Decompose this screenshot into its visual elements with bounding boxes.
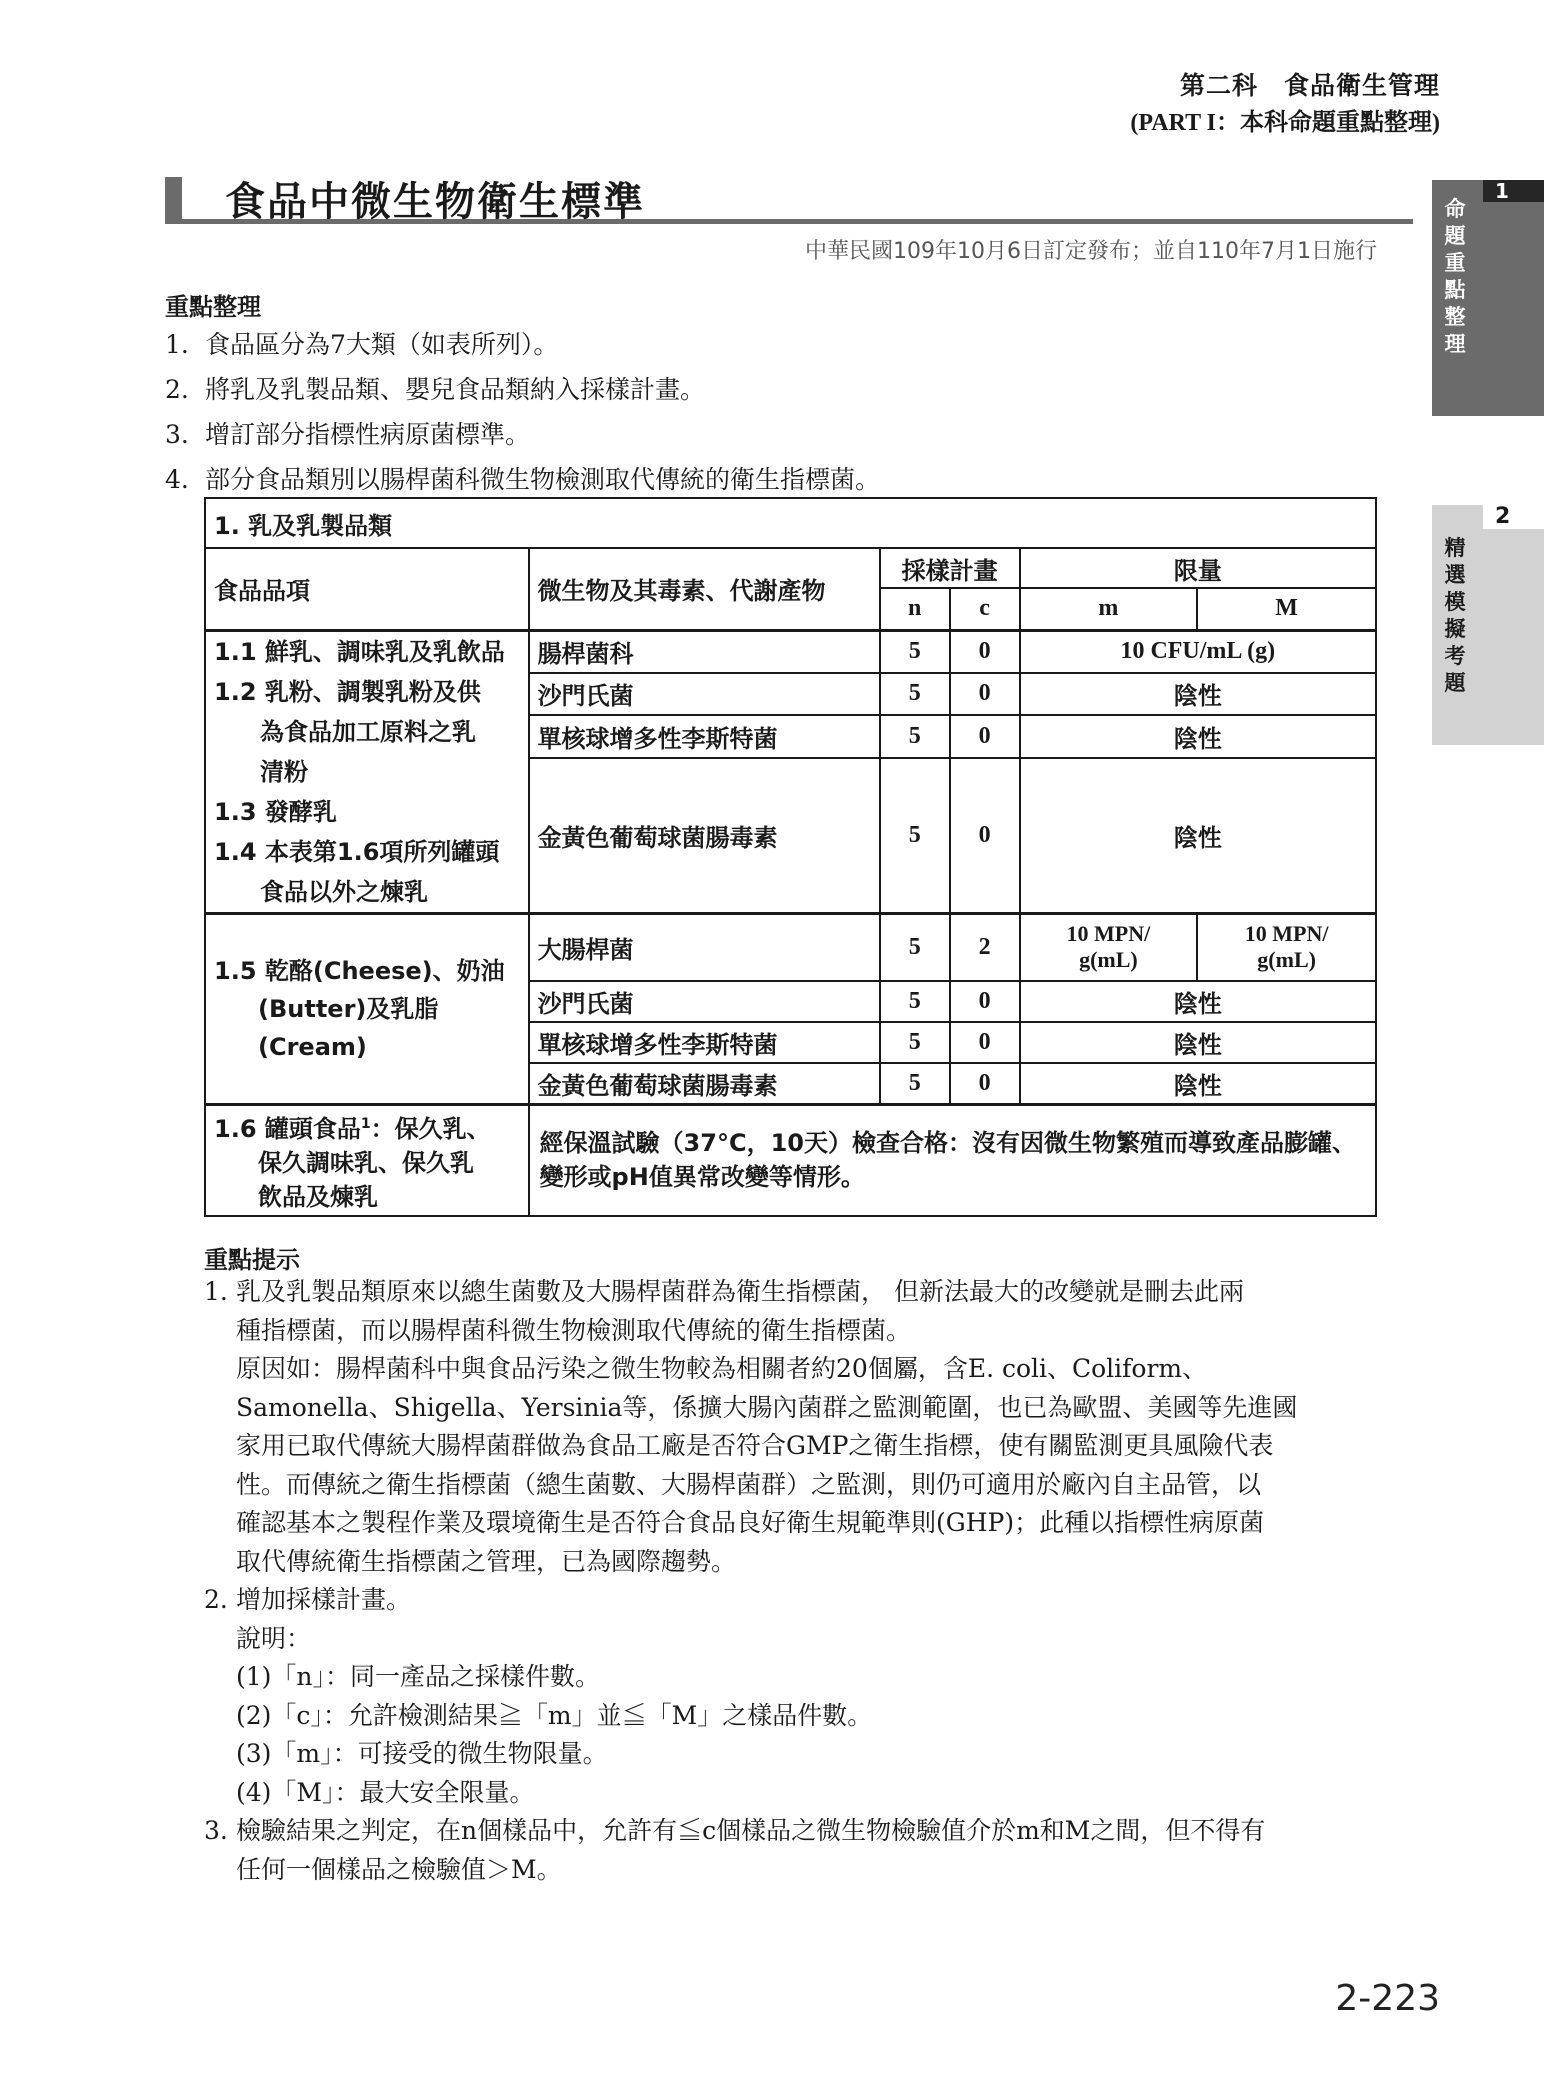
col-header-c: c (950, 588, 1020, 630)
tip-text: 確認基本之製程作業及環境衛生是否符合食品良好衛生規範準則(GHP)；此種以指標性病原菌 (236, 1508, 1265, 1537)
n-cell: 5 (880, 673, 950, 716)
food-item-cell (205, 913, 529, 1104)
n-cell: 5 (880, 715, 950, 758)
tip-text: 增加採樣計畫。 (236, 1585, 412, 1614)
food-item-text: 發酵乳 (264, 797, 337, 826)
page-subtitle: 中華民國109年10月6日訂定發布；並自110年7月1日施行 (805, 239, 1377, 264)
food-item-text: 為食品加工原料之乳 (260, 717, 476, 746)
M-limit-cell: 10 MPN/ g(mL) (1197, 913, 1376, 981)
col-header-food-item: 食品品項 (205, 548, 529, 630)
food-item-text: 鮮乳、調味乳及乳飲品 (264, 637, 505, 666)
col-header-microbe: 微生物及其毒素、代謝產物 (529, 548, 880, 630)
key-point-item (165, 370, 705, 406)
tip-text: 種指標菌，而以腸桿菌科微生物檢測取代傳統的衛生指標菌。 (236, 1315, 912, 1345)
table-row (205, 1104, 1376, 1216)
tip-text: Samonella、Shigella、Yersinia等，係擴大腸內菌群之監測範圍，也已為歐盟、美國等先進國 (236, 1392, 1298, 1422)
col-header-limit: 限量 (1020, 548, 1376, 588)
food-item-text: 乳粉、調製乳粉及供 (264, 677, 481, 706)
c-cell: 0 (950, 715, 1020, 758)
food-item-text: 食品以外之煉乳 (260, 877, 428, 906)
side-tab-number: 1 (1483, 180, 1544, 202)
category-title: 1. 乳及乳製品類 (205, 498, 1376, 548)
food-item-number: 1.3 (214, 797, 257, 826)
food-item-number: 1.6 (214, 1114, 257, 1143)
key-point-item (165, 415, 530, 451)
food-item-text: 本表第1.6項所列罐頭 (264, 837, 500, 866)
food-item (214, 792, 520, 832)
food-item-number: 1.1 (214, 637, 257, 666)
food-item (214, 952, 520, 990)
n-cell: 5 (880, 630, 950, 673)
food-item-cell (205, 630, 529, 913)
header-chapter: 食品衛生管理 (1283, 73, 1440, 100)
definition-M: (4)「M」：最大安全限量。 (236, 1777, 535, 1807)
tip-text: 原因如：腸桿菌科中與食品污染之微生物較為相關者約20個屬，含E. coli、Coliform、 (236, 1354, 1208, 1383)
item-number: 2. (165, 375, 189, 404)
food-item (214, 672, 520, 712)
limit-cell: 陰性 (1020, 758, 1376, 914)
item-text: 增訂部分指標性病原菌標準。 (205, 420, 531, 449)
tips-heading: 重點提示 (204, 1246, 300, 1274)
col-header-m: m (1020, 588, 1198, 630)
col-header-n: n (880, 588, 950, 630)
side-tab-1[interactable] (1432, 180, 1544, 416)
requirement-cell: 經保溫試驗（37°C，10天）檢查合格：沒有因微生物繁殖而導致產品膨罐、變形或pH值異常改變等情形。 (529, 1104, 1376, 1216)
c-cell: 0 (950, 981, 1020, 1022)
item-number: 3. (204, 1816, 228, 1845)
c-cell: 2 (950, 913, 1020, 981)
microbe-cell: 沙門氏菌 (529, 981, 880, 1022)
food-item-number: 1.2 (214, 677, 257, 706)
key-point-item (165, 460, 880, 496)
c-cell: 0 (950, 758, 1020, 914)
food-item-text: 乾酪(Cheese)、奶油 (264, 956, 505, 985)
item-text: 部分食品類別以腸桿菌科微生物檢測取代傳統的衛生指標菌。 (205, 465, 881, 494)
table-category-row (205, 498, 1376, 548)
item-number: 4. (165, 465, 189, 494)
tip-text: 任何一個樣品之檢驗值＞M。 (236, 1854, 562, 1884)
item-number: 1. (165, 330, 189, 359)
running-header (1180, 66, 1440, 102)
limit-cell: 10 CFU/mL (g) (1020, 630, 1376, 673)
microbe-cell: 單核球增多性李斯特菌 (529, 1022, 880, 1063)
definition-m: (3)「m」：可接受的微生物限量。 (236, 1739, 608, 1768)
item-number: 2. (204, 1585, 228, 1614)
microbe-cell: 腸桿菌科 (529, 630, 880, 673)
n-cell: 5 (880, 758, 950, 914)
microbe-cell: 金黃色葡萄球菌腸毒素 (529, 1063, 880, 1104)
c-cell: 0 (950, 630, 1020, 673)
footnote-marker: 1 (360, 1115, 371, 1132)
tip-text: 檢驗結果之判定，在n個樣品中，允許有≦c個樣品之微生物檢驗值介於m和M之間，但不得有 (236, 1816, 1266, 1845)
tip-text: 乳及乳製品類原來以總生菌數及大腸桿菌群為衛生指標菌， 但新法最大的改變就是刪去此兩 (236, 1277, 1244, 1306)
c-cell: 0 (950, 673, 1020, 716)
page-title: 食品中微生物衛生標準 (225, 179, 645, 225)
food-item-text: 飲品及煉乳 (258, 1182, 378, 1211)
definition-c: (2)「c」：允許檢測結果≧「m」並≦「M」之樣品件數。 (236, 1700, 873, 1730)
food-item-text: 保久調味乳、保久乳 (258, 1148, 474, 1177)
microbe-cell: 大腸桿菌 (529, 913, 880, 981)
header-part: (PART I：本科命題重點整理) (1130, 110, 1440, 136)
tip-text: 性。而傳統之衛生指標菌（總生菌數、大腸桿菌群）之監測，則仍可適用於廠內自主品管，以 (236, 1469, 1262, 1499)
side-tab-label: 命 題 重 點 整 理 (1444, 197, 1466, 356)
tip-text: 取代傳統衛生指標菌之管理，已為國際趨勢。 (236, 1546, 737, 1576)
m-limit-cell: 10 MPN/ g(mL) (1020, 913, 1198, 981)
item-text: 將乳及乳製品類、嬰兒食品類納入採樣計畫。 (205, 375, 706, 404)
col-header-sampling-plan: 採樣計畫 (880, 548, 1020, 588)
side-tab-number: 2 (1483, 505, 1544, 529)
food-item-number: 1.5 (214, 956, 257, 985)
c-cell: 0 (950, 1063, 1020, 1104)
food-item-text: 清粉 (260, 757, 308, 786)
item-text: 食品區分為7大類（如表所列）。 (205, 330, 559, 359)
food-item-text: ：保久乳、 (370, 1114, 491, 1143)
tip-text: 家用已取代傳統大腸桿菌群做為食品工廠是否符合GMP之衛生指標，使有關監測更具風險代表 (236, 1431, 1274, 1460)
microbe-cell: 單核球增多性李斯特菌 (529, 715, 880, 758)
microbe-cell: 沙門氏菌 (529, 673, 880, 716)
limit-cell: 陰性 (1020, 715, 1376, 758)
limit-cell: 陰性 (1020, 1022, 1376, 1063)
food-item-text: 罐頭食品 (264, 1114, 361, 1143)
side-tab-label: 精 選 模 擬 考 題 (1444, 536, 1466, 695)
key-point-item (165, 325, 558, 361)
item-number: 1. (204, 1277, 228, 1306)
table-row (205, 630, 1376, 673)
food-item-text: (Butter)及乳脂(Cream) (258, 994, 439, 1061)
title-marker-bar (165, 177, 182, 221)
food-item (214, 1107, 520, 1146)
c-cell: 0 (950, 1022, 1020, 1063)
n-cell: 5 (880, 913, 950, 981)
limit-cell: 陰性 (1020, 673, 1376, 716)
food-item (214, 632, 520, 672)
n-cell: 5 (880, 1022, 950, 1063)
n-cell: 5 (880, 1063, 950, 1104)
table-row (205, 913, 1376, 981)
header-subject: 第二科 (1179, 73, 1258, 100)
limit-cell: 陰性 (1020, 1063, 1376, 1104)
microbial-standards-table (204, 497, 1377, 1217)
n-cell: 5 (880, 981, 950, 1022)
tip-text: 說明： (236, 1623, 312, 1653)
table-header-row (205, 548, 1376, 588)
limit-cell: 陰性 (1020, 981, 1376, 1022)
item-number: 3. (165, 420, 189, 449)
food-item-cell (205, 1104, 529, 1216)
definition-n: (1)「n」：同一產品之採樣件數。 (236, 1662, 601, 1691)
page-number: 2-223 (1335, 1978, 1440, 2019)
food-item-number: 1.4 (214, 837, 257, 866)
key-points-heading: 重點整理 (165, 293, 261, 321)
tip-item-1 (204, 1273, 1297, 1889)
side-tab-2[interactable] (1432, 505, 1544, 745)
col-header-M: M (1197, 588, 1376, 630)
food-item (214, 832, 520, 872)
microbe-cell: 金黃色葡萄球菌腸毒素 (529, 758, 880, 914)
